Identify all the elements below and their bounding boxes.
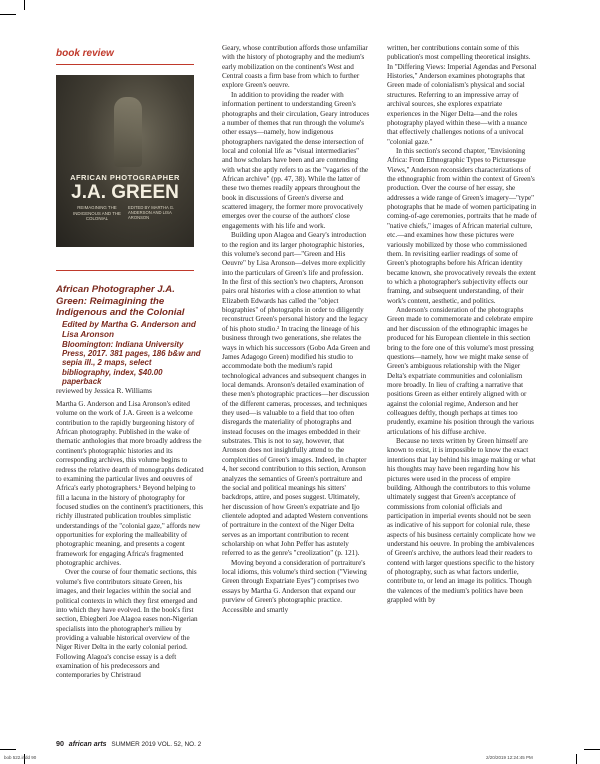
crop-mark: [24, 0, 25, 10]
paragraph: In addition to providing the reader with information pertinent to understanding Green's photographs and their circulation, Geary introduces a number of themes that run through the volume's other essays—namely, how indigenous photographers navigated the dense intersection of local and colonial life as "visual intermediaries" and how scholars have been and are contending with what she aptly refers to as the "vagaries of the African archive" (pp. 47, 38). While the latter of these two themes readily appears throughout the book in discussions of Green's diverse and scattered imagery, the former more provocatively emerges over the course of the authors' close engagements with his life and work.: [222, 90, 370, 230]
cover-editors: EDITED BY MARTHA G. ANDERSON AND LISA ARONSON: [128, 205, 175, 221]
book-title: African Photographer J.A. Green: Reimagining the Indigenous and the Colonial: [56, 284, 185, 318]
crop-mark: [584, 749, 600, 750]
text-column-2: [222, 44, 370, 615]
magazine-name: african arts: [68, 741, 107, 748]
book-info-rule: [56, 270, 194, 271]
paragraph: Anderson's consideration of the photographs Green made to commemorate and celebrate empire and her discussion of the ethnographic images he produced for his European clientele in this section bring to the fore one of this volume's most pressing questions—namely, how we might make sense of Green's ambiguous relationship with the Niger Delta's expatriate communities and colonialism more broadly. In lieu of crafting a narrative that positions Green as either entirely aligned with or against the colonial regime, Anderson and her colleagues deftly, though perhaps at times too prudently, examine his position through the various articulations of his diffuse archive.: [387, 306, 534, 436]
book-publication: Bloomington: Indiana University Press, 2017. 381 pages, 186 b&w and sepia ill., 2 maps, select bibliography, index, $40.00 paperback: [62, 339, 201, 387]
crop-mark: [576, 754, 577, 764]
issue-info: SUMMER 2019 VOL. 52, NO. 2: [111, 741, 202, 748]
crop-mark: [0, 749, 16, 750]
cover-figure: [114, 97, 142, 167]
crop-mark: [0, 14, 16, 15]
paragraph: In this section's second chapter, "Envisioning Africa: From Ethnographic Types to Picturesque Views," Anderson reconsiders characterizations of the ethnographic from within the context of Green's production. Over the course of her essay, she addresses a wide range of Green's imagery—"type" photographs that he made of women participating in coming-of-age ceremonies, portraits that he made of "native chiefs," images of African material culture, etc.—and examines how these pictures were variously mobilized by those who commissioned them. In revisiting earlier readings of some of Green's photographs before his African identity became known, she provocatively reveals the extent to which a photographer's subjectivity effects our framing, and subsequent understanding, of their work's content, aesthetic, and politics.: [387, 146, 537, 305]
reviewer-byline: reviewed by Jessica R. Williams: [56, 386, 152, 395]
paragraph: Geary, whose contribution affords those unfamiliar with the history of photography and the medium's early mobilization on the continent's West and Central coasts a firm base from which to further explore Green's oeuvre.: [222, 44, 368, 90]
book-editors: Edited by Martha G. Anderson and Lisa Aronson: [62, 319, 196, 339]
page-number: 90: [56, 739, 64, 748]
slug-file: bob 522.indd 90: [4, 755, 37, 760]
book-cover-image: [56, 75, 194, 247]
cover-subtitle: REIMAGINING THE INDIGENOUS AND THE COLONIAL: [73, 205, 121, 221]
section-rule: [56, 64, 194, 65]
paragraph: Martha G. Anderson and Lisa Aronson's edited volume on the work of J.A. Green is a welcome contribution to the rapidly burgeoning history of African photography. Published in the wake of thematic anthologies that more broadly address the continent's photographic histories and its corresponding archives, this volume begins to redress the relative dearth of monographs dedicated to examining the particular lives and oeuvres of Africa's early photographers.¹ Beyond helping to fill a lacuna in the history of photography for focused studies on the continent's practitioners, this richly illustrated publication troubles simplistic understandings of the "colonial gaze," affords new opportunities for exploring the malleability of photographic meaning, and presents a cogent framework for engaging Africa's fragmented photographic archives.: [56, 400, 204, 568]
paragraph: Over the course of four thematic sections, this volume's five contributors situate Green, his images, and their legacies within the social and political contexts in which they first emerged and into which they have evolved. In the book's first section, Ebiegberi Joe Alagoa eases non-Nigerian specialists into the photographer's milieu by providing a valuable historical overview of the Niger River Delta in the early colonial period. Following Alagoa's concise essay is a deft examination of his predecessors and contemporaries by Christraud: [56, 568, 198, 680]
section-label: book review: [56, 48, 114, 59]
paragraph: written, her contributions contain some of this publication's most compelling theoretical insights. In "Differing Views: Imperial Agendas and Personal Histories," Anderson examines photographs that Green made of colonialism's physical and social structures. Referring to an impressive array of archival sources, she explores expatriate experiences in the Niger Delta—and the roles photography played within these—with a nuance that effectively challenges notions of a univocal "colonial gaze.": [387, 44, 537, 146]
cover-title-line2: J.A. GREEN: [71, 182, 179, 203]
paragraph: Building upon Alagoa and Geary's introduction to the region and its larger photographic histories, this volume's second part—"Green and His Oeuvre" by Lisa Aronson—delves more explicitly into the particulars of Green's life and profession. In the first of this section's two chapters, Aronson pairs oral histories with a close attention to what Elizabeth Edwards has called the "object biographies" of photographs in order to diligently reconstruct Green's personal history and the legacy of his photo studio.² In tracing the lineage of his business through two generations, she relates the ways in which his successors (Gobo Ada Green and James Adagogo Green) modified his studio to accommodate both the medium's rapid technological advances and subsequent changes in local demands. Aronson's detailed examination of these men's photographic practices—her discussion of the different cameras, processes, and techniques they used—is valuable to a field that too often disregards the materiality of photographs and instead focuses on the images embedded in their substrates. This is not to say, however, that Aronson does not insightfully attend to the complexities of Green's images. Indeed, in chapter 4, her second contribution to this section, Aronson analyzes the semantics of Green's portraiture and the social and political meanings his sitters' backdrops, attire, and poses suggest. Ultimately, her discussion of how Green's expatriate and Ijo clientele adopted and adapted Western conventions of portraiture in the context of the Niger Delta serves as an important contribution to recent scholarship on what John Peffer has astutely referred to as the genre's "creolization" (p. 121).: [222, 231, 370, 558]
paragraph: Moving beyond a consideration of portraiture's local idioms, this volume's third section ("Viewing Green through Expatriate Eyes") comprises two essays by Martha G. Anderson that expand our purview of Green's photographic practice. Accessible and smartly: [222, 558, 367, 614]
cover-title-line1: AFRICAN PHOTOGRAPHER: [70, 173, 180, 182]
page-footer: [56, 739, 201, 748]
text-column-3: [387, 44, 537, 606]
text-column-1: [56, 400, 205, 681]
book-info: [56, 284, 202, 387]
paragraph: Because no texts written by Green himself are known to exist, it is impossible to know the exact intentions that lay behind his image making or what his thoughts may have been regarding how his pictures were used in the process of empire building. Although the contributors to this volume ultimately suggest that Green's acceptance of commissions from colonial officials and participation in imperial events should not be seen as indicative of his support for colonial rule, these aspects of his business certainly complicate how we understand his oeuvre. In probing the ambivalences of Green's archive, the authors lead their readers to contend with larger questions specific to the history of photography, such as what factors underlie, contribute to, or lend an image its politics. Though the valences of the medium's politics have been grappled with by: [387, 437, 536, 605]
slug-date: 2/20/2019 12:24:45 PM: [486, 755, 533, 760]
